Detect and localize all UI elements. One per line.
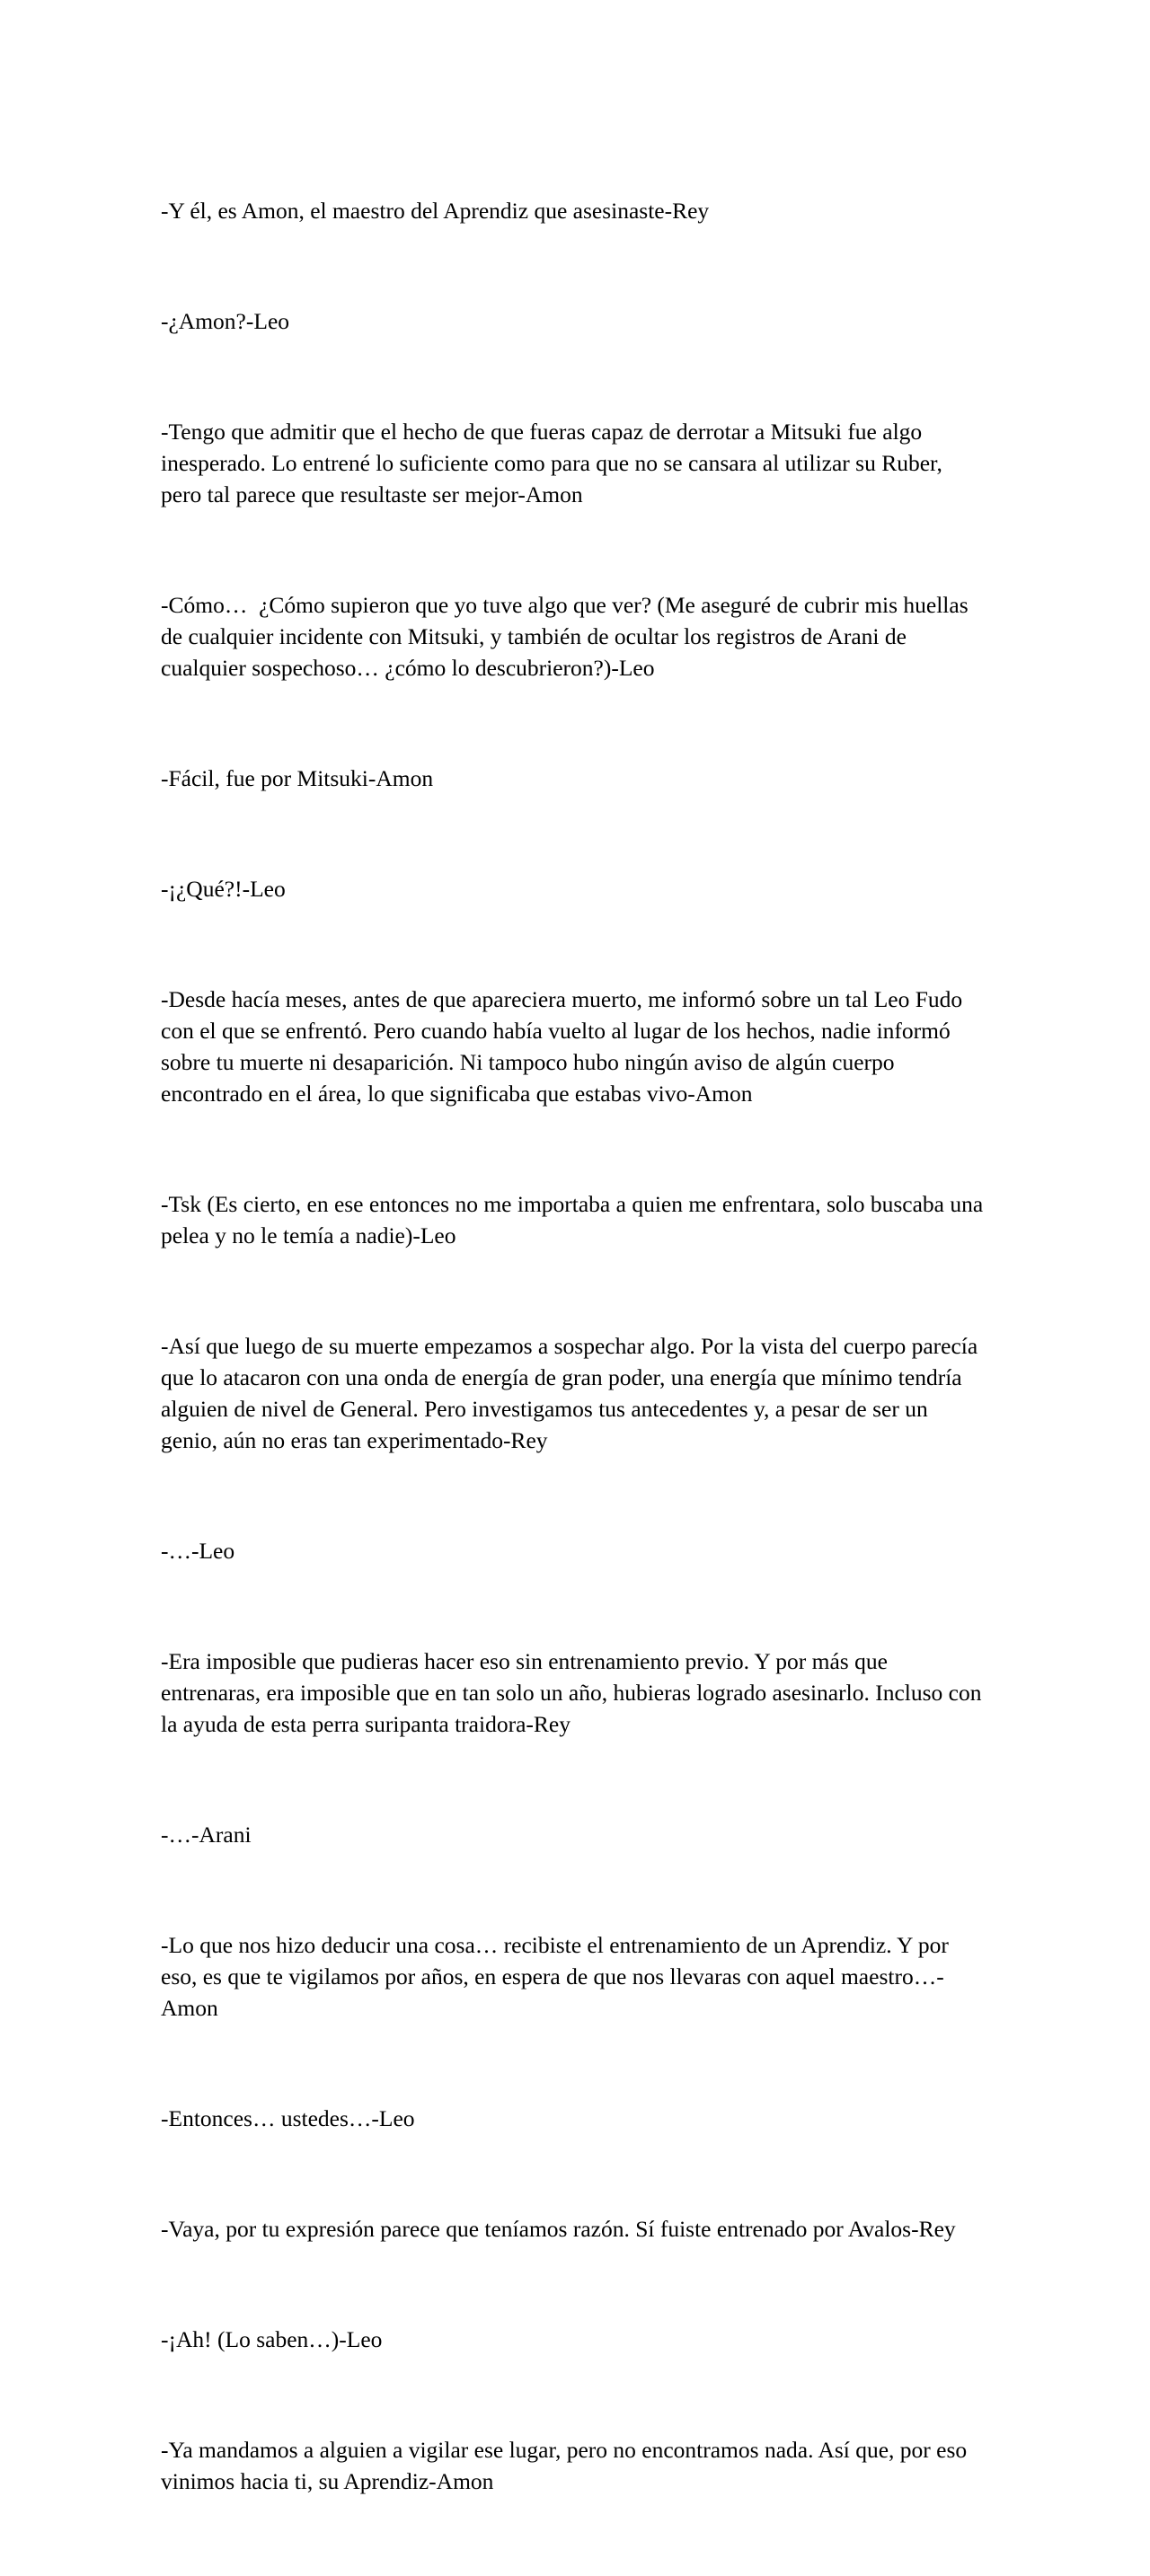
dialogue-paragraph: -¡¿Qué?!-Leo	[161, 876, 286, 902]
dialogue-paragraph: -Fácil, fue por Mitsuki-Amon	[161, 765, 434, 791]
dialogue-paragraph: -Desde hacía meses, antes de que apareciera muerto, me informó sobre un tal Leo Fudo con el que se enfrentó. Pero cuando había vuelto al lugar de los hechos, nadie informó sobre tu muerte ni desaparición. Ni tampoco hubo ningún aviso de algún cuerpo encontrado en el área, lo que significaba que estabas vivo-Amon	[161, 986, 969, 1107]
dialogue-paragraph: -Tengo que admitir que el hecho de que fueras capaz de derrotar a Mitsuki fue algo inesperado. Lo entrené lo suficiente como para que no se cansara al utilizar su Ruber, pero tal parece que resultaste ser mejor-Amon	[161, 419, 949, 507]
dialogue-paragraph: -Vaya, por tu expresión parece que teníamos razón. Sí fuiste entrenado por Avalos-Rey	[161, 2216, 956, 2242]
dialogue-paragraph: -Entonces… ustedes…-Leo	[161, 2105, 415, 2131]
dialogue-paragraph: -Tsk (Es cierto, en ese entonces no me importaba a quien me enfrentara, solo buscaba una pelea y no le temía a nadie)-Leo	[161, 1191, 989, 1248]
dialogue-paragraph: -Ya mandamos a alguien a vigilar ese lugar, pero no encontramos nada. Así que, por eso vinimos hacia ti, su Aprendiz-Amon	[161, 2437, 973, 2494]
document-text-block	[161, 132, 989, 2576]
dialogue-paragraph: -¿Amon?-Leo	[161, 308, 290, 334]
dialogue-paragraph: -…-Leo	[161, 1538, 235, 1564]
dialogue-paragraph: -Así que luego de su muerte empezamos a sospechar algo. Por la vista del cuerpo parecía que lo atacaron con una onda de energía de gran poder, una energía que mínimo tendría alguien de nivel de General. Pero investigamos tus antecedentes y, a pesar de ser un genio, aún no eras tan experimentado-Rey	[161, 1333, 984, 1453]
dialogue-paragraph: -…-Arani	[161, 1822, 252, 1848]
dialogue-paragraph: -Cómo… ¿Cómo supieron que yo tuve algo que ver? (Me aseguré de cubrir mis huellas de cualquier incidente con Mitsuki, y también de ocultar los registros de Arani de cualquier sospechoso… ¿cómo lo descubrieron?)-Leo	[161, 592, 975, 681]
dialogue-paragraph: -Era imposible que pudieras hacer eso sin entrenamiento previo. Y por más que entrenaras, era imposible que en tan solo un año, hubieras logrado asesinarlo. Incluso con la ayuda de esta perra suripanta traidora-Rey	[161, 1648, 987, 1737]
dialogue-paragraph: -¡Ah! (Lo saben…)-Leo	[161, 2326, 383, 2352]
dialogue-paragraph: -Y él, es Amon, el maestro del Aprendiz que asesinaste-Rey	[161, 198, 710, 224]
dialogue-paragraph: -Lo que nos hizo deducir una cosa… recibiste el entrenamiento de un Aprendiz. Y por eso, es que te vigilamos por años, en espera de que nos llevaras con aquel maestro…-Amon	[161, 1932, 955, 2021]
